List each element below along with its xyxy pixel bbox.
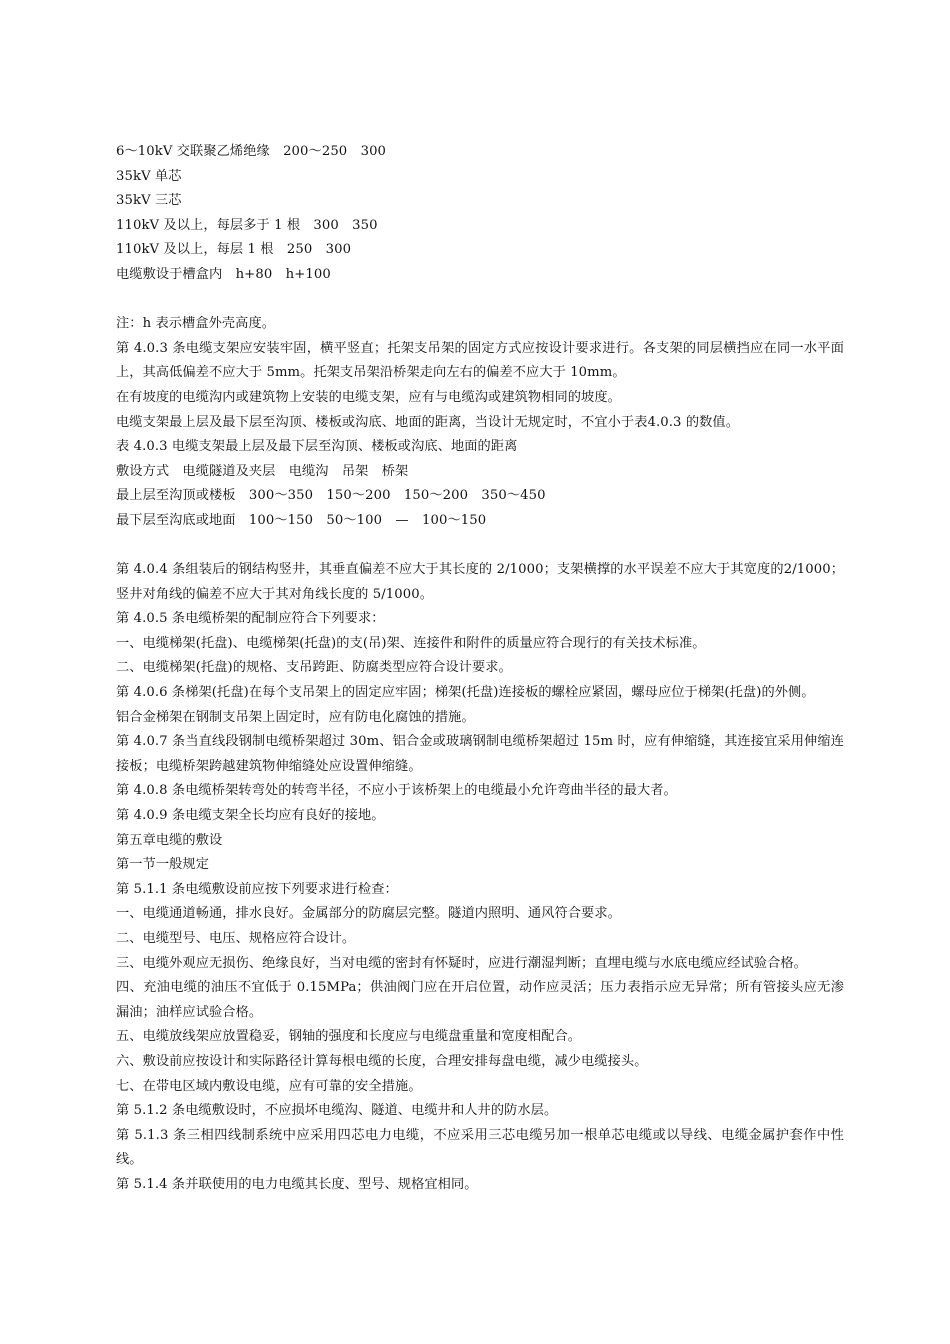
list-item: 三、电缆外观应无损伤、绝缘良好，当对电缆的密封有怀疑时，应进行潮湿判断；直埋电缆与水底电缆应经试验合格。	[116, 955, 807, 971]
list-item: 六、敷设前应按设计和实际路径计算每根电缆的长度，合理安排每盘电缆，减少电缆接头。	[116, 1053, 648, 1069]
table-row-110kv-multi: 110kV 及以上，每层多于 1 根 300 350	[116, 217, 378, 233]
clause-4-0-5: 第 4.0.5 条电缆桥架的配制应符合下列要求：	[116, 611, 385, 627]
table-row-35kv-three-core: 35kV 三芯	[116, 193, 182, 209]
clause-5-1-1: 第 5.1.1 条电缆敷设前应按下列要求进行检查：	[116, 881, 398, 897]
list-item: 五、电缆放线架应放置稳妥，钢轴的强度和长度应与电缆盘重量和宽度相配合。	[116, 1029, 582, 1045]
clause-4-0-4: 第 4.0.4 条组装后的钢结构竖井，其垂直偏差不应大于其长度的 2/1000；支架横撑的水平误差不应大于其宽度的2/1000；竖井对角线的偏差不应大于其对角线长度的 5/1000。	[116, 562, 844, 602]
list-item: 二、电缆型号、电压、规格应符合设计。	[116, 931, 356, 946]
table-row-35kv-single-core: 35kV 单芯	[116, 168, 182, 184]
clause-5-1-2: 第 5.1.2 条电缆敷设时，不应损坏电缆沟、隧道、电缆井和人井的防水层。	[116, 1103, 558, 1119]
clause-4-0-9: 第 4.0.9 条电缆支架全长均应有良好的接地。	[116, 808, 385, 824]
list-item: 二、电缆梯架(托盘)的规格、支吊跨距、防腐类型应符合设计要求。	[116, 660, 512, 676]
note-paragraph: 注：h 表示槽盒外壳高度。	[116, 316, 276, 332]
list-item: 一、电缆梯架(托盘)、电缆梯架(托盘)的支(吊)架、连接件和附件的质量应符合现行的有关技术标准。	[116, 635, 706, 651]
list-item: 四、充油电缆的油压不宜低于 0.15MPa；供油阀门应在开启位置，动作应灵活；压力表指示应无异常；所有管接头应无渗漏油；油样应试验合格。	[116, 980, 844, 1020]
table-title: 表 4.0.3 电缆支架最上层及最下层至沟顶、楼板或沟底、地面的距离	[116, 439, 518, 455]
table-row-bottom-layer: 最下层至沟底或地面 100～150 50～100 — 100～150	[116, 512, 487, 528]
clause-4-0-6: 第 4.0.6 条梯架(托盘)在每个支吊架上的固定应牢固；梯架(托盘)连接板的螺栓应紧固，螺母应位于梯架(托盘)的外侧。	[116, 685, 815, 701]
clause-4-0-3: 第 4.0.3 条电缆支架应安装牢固，横平竖直；托架支吊架的固定方式应按设计要求进行。各支架的同层横挡应在同一水平面上，其高低偏差不应大于 5mm。托架支吊架沿桥架走向左右的偏差不应大于 10mm。	[116, 340, 844, 381]
clause-5-1-3: 第 5.1.3 条三相四线制系统中应采用四芯电力电缆，不应采用三芯电缆另加一根单芯电缆或以导线、电缆金属护套作中性线。	[116, 1127, 844, 1168]
list-item: 七、在带电区域内敷设电缆，应有可靠的安全措施。	[116, 1078, 422, 1094]
distance-paragraph: 电缆支架最上层及最下层至沟顶、楼板或沟底、地面的距离，当设计无规定时，不宜小于表4.0.3 的数值。	[116, 414, 739, 430]
table-row-cable-tray: 电缆敷设于槽盒内 h+80 h+100	[116, 266, 331, 282]
clause-5-1-4: 第 5.1.4 条并联使用的电力电缆其长度、型号、规格宜相同。	[116, 1176, 478, 1192]
clause-4-0-8: 第 4.0.8 条电缆桥架转弯处的转弯半径，不应小于该桥架上的电缆最小允许弯曲半径的最大者。	[116, 783, 677, 799]
chapter-heading: 第五章电缆的敷设	[116, 832, 223, 848]
clause-4-0-7: 第 4.0.7 条当直线段钢制电缆桥架超过 30m、铝合金或玻璃钢制电缆桥架超过 15m 时，应有伸缩缝，其连接宜采用伸缩连接板；电缆桥架跨越建筑物伸缩缝处应设置伸缩缝。	[116, 734, 844, 774]
section-heading: 第一节一般规定	[116, 857, 210, 873]
paragraph: 铝合金梯架在钢制支吊架上固定时，应有防电化腐蚀的措施。	[116, 709, 475, 725]
paragraph-gap	[116, 288, 844, 313]
table-row-xlpe-6-10kv: 6～10kV 交联聚乙烯绝缘 200～250 300	[116, 144, 387, 159]
table-header-row: 敷设方式 电缆隧道及夹层 电缆沟 吊架 桥架	[116, 463, 409, 479]
paragraph-gap	[116, 534, 844, 559]
list-item: 一、电缆通道畅通，排水良好。金属部分的防腐层完整。隧道内照明、通风符合要求。	[116, 906, 621, 922]
document-page	[116, 140, 844, 1198]
slope-paragraph: 在有坡度的电缆沟内或建筑物上安装的电缆支架，应有与电缆沟或建筑物相同的坡度。	[116, 389, 621, 405]
table-row-top-layer: 最上层至沟顶或楼板 300～350 150～200 150～200 350～450	[116, 488, 546, 504]
table-row-110kv-single: 110kV 及以上，每层 1 根 250 300	[116, 242, 352, 258]
